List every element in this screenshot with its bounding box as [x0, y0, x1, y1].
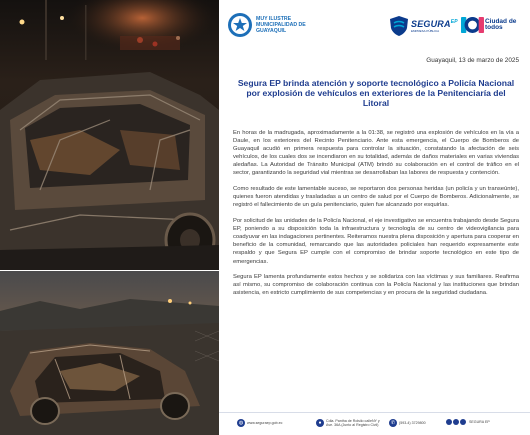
- ciudad-de-todos-number-mark: [461, 14, 484, 36]
- burned-vehicle-photo-dusk-scene: [0, 271, 219, 435]
- footer-address-line2: Ave. 36A (Junto al Registro Civil): [326, 423, 379, 428]
- footer-website[interactable]: [237, 419, 282, 427]
- document-header: [219, 0, 530, 50]
- x-twitter-icon[interactable]: [453, 419, 459, 425]
- municipality-seal-icon: [227, 12, 253, 38]
- instagram-icon[interactable]: [460, 419, 466, 425]
- press-release-document: [219, 0, 530, 435]
- segura-ep-logo: [389, 15, 458, 37]
- footer-address-line1: Cdla. Pantha de Rolsilo calleNY y: [326, 419, 380, 423]
- footer-phone-text: (593-4) 3729800: [399, 420, 426, 425]
- location-pin-icon: ●: [316, 419, 324, 427]
- body-paragraph: En horas de la madrugada, aproximadamente a la 01:38, se registró una explosión de vehículos en la vía a Daule, en los exteriores del Recinto Penitenciario. Ante esta emergencia, el Cuerpo de Bomberos de Guayaquil acudió en primera respuesta para controlar la situación, constatando la afectación de seis vehículos, de los cuales dos se incendiaron en su totalidad, además de daños materiales en varias viviendas aledañas. La Autoridad de Tránsito Municipal (ATM) brindó su colaboración en el control de tráfico en el sector, garantizando la seguridad vial mientras se desarrollaban las labores de respuesta y contención.: [233, 130, 519, 177]
- body-paragraph: Segura EP lamenta profundamente estos hechos y se solidariza con las víctimas y sus familiares. Reafirma así mismo, su compromiso de colaboración continua con la Policía Nacional y las instituciones que brindan asistencia, en estricto cumplimiento de sus competencias y en procura de la seguridad ciudadana.: [233, 274, 519, 297]
- social-media-icons: [446, 419, 467, 425]
- document-footer: [219, 412, 530, 435]
- document-date: Guayaquil, 13 de marzo de 2025: [426, 57, 519, 64]
- segura-wordmark: $SEGURA^{EP}$: [411, 19, 458, 29]
- footer-phone[interactable]: [389, 419, 426, 427]
- footer-address-text: [326, 419, 380, 428]
- burned-vehicle-photo-night-scene: [0, 0, 219, 270]
- footer-social[interactable]: [446, 419, 490, 425]
- press-release-body: [233, 129, 519, 305]
- globe-icon: ◍: [238, 420, 244, 426]
- photo-column: [0, 0, 219, 435]
- body-paragraph: Como resultado de este lamentable suceso, se reportaron dos personas heridas (un policía y un transeúnte), quienes fueron atendidas y trasladadas a un centro de salud por el Cuerpo de Bomberos. Adicionalmente, se registró el fallecimiento de un guía penitenciario, quien fue alcanzado por esquirlas.: [233, 186, 519, 209]
- segura-tagline: EMPRESA PÚBLICA: [411, 29, 440, 33]
- municipality-logo: [227, 12, 318, 38]
- footer-website-text: www.seguraep.gob.ec: [247, 420, 283, 425]
- segura-shield-icon: [389, 15, 409, 37]
- facebook-icon[interactable]: [446, 419, 452, 425]
- press-release-title: Segura EP brinda atención y soporte tecnológico a Policía Nacional por explosión de vehículos en exteriores de la Penitenciaría del Litoral: [237, 78, 515, 108]
- municipality-logo-text: MUY ILUSTRE MUNICIPALIDAD DE GUAYAQUIL: [256, 16, 306, 34]
- phone-icon: ✆: [390, 420, 396, 426]
- body-paragraph: Por solicitud de las unidades de la Policía Nacional, el eje investigativo se encuentra trabajando desde Segura EP, poniendo a su disposición toda la infraestructura y tecnología de su centro de videovigilancia para coadyuvar en las indagaciones pertinentes. Reiteramos nuestra plena disposición y apertura para cooperar en beneficio de la comunidad, remarcando que las autoridades policiales han requerido expresamente este respaldo y que Segura EP cumple con el compromiso de brindar soporte tecnológico en este tipo de emergencias.: [233, 218, 519, 265]
- footer-address: [316, 419, 380, 428]
- footer-social-handle: SEGURA EP: [469, 419, 490, 424]
- ciudad-de-todos-logo: [461, 14, 530, 36]
- segura-suffix: EP: [450, 19, 458, 25]
- ciudad-de-todos-text: Ciudad de todos: [484, 17, 517, 31]
